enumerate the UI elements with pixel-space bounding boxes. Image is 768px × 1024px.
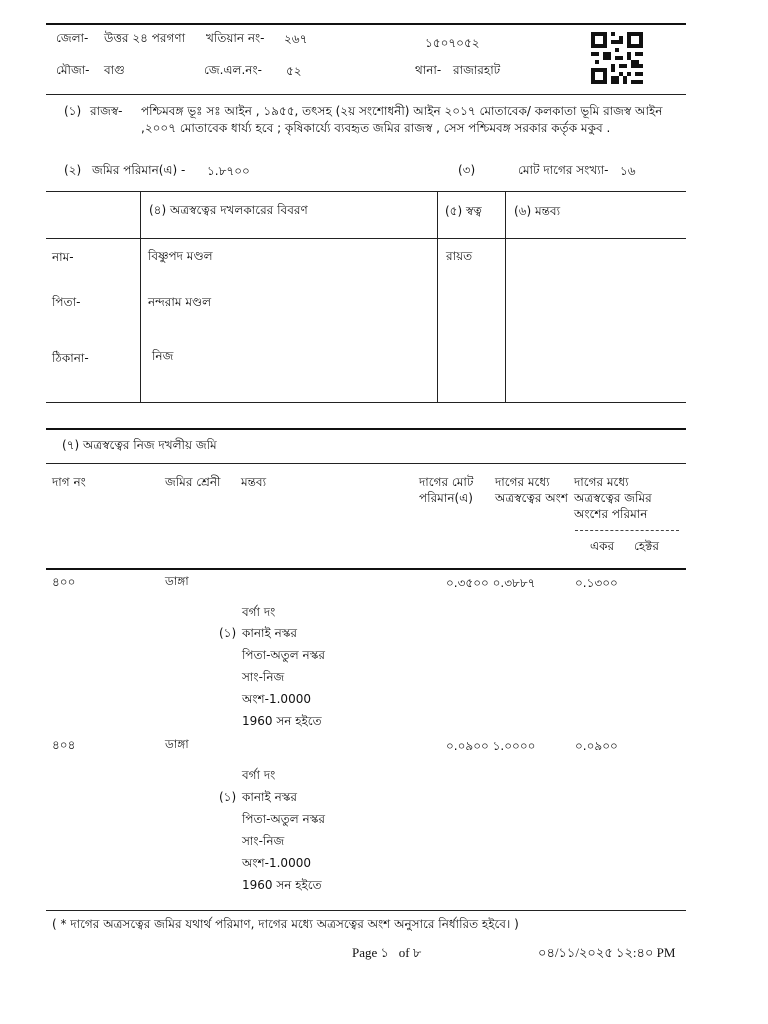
page-word: Page: [352, 945, 378, 960]
owner-name-label: নাম-: [52, 250, 74, 264]
col-share-header-1: দাগের মধ্যে: [495, 475, 550, 489]
page-number: [352, 944, 421, 965]
land-area-value: ১.৮৭০০: [207, 164, 250, 178]
plots-header-bottom: [46, 568, 686, 570]
unit-dashed-line: [575, 530, 679, 531]
mouza-label: মৌজা-: [56, 63, 90, 77]
plot-area: ০.০৯০০: [575, 739, 618, 753]
plots-section-top: [46, 428, 686, 430]
owner-table-header-line: [46, 238, 686, 239]
footnote: ( * দাগের অত্রসত্বের জমির যথার্থ পরিমাণ, দাগের মধ্যে অত্রসত্বের অংশ অনুসারে নির্ধারিত হইবে। ): [52, 917, 519, 931]
plot-class: ডাঙ্গা: [165, 574, 189, 588]
district-label: জেলা-: [56, 31, 89, 45]
col-area-header-1: দাগের মধ্যে: [574, 475, 629, 489]
jl-value: ৫২: [286, 64, 302, 78]
page-total: ৮: [412, 945, 422, 960]
col-share-header-2: অত্রস্বত্বের অংশ: [495, 491, 568, 505]
of-word: of: [398, 945, 410, 960]
owner-father-value: নন্দরাম মণ্ডল: [148, 295, 212, 309]
bargadar-label: বর্গা দং: [242, 768, 276, 782]
revenue-num: (১): [64, 104, 82, 118]
revenue-label: রাজস্ব-: [90, 104, 123, 118]
plots-count-num: (৩): [458, 163, 476, 177]
print-datetime: ০৪/১১/২০২৫ ১২:৪০ PM: [538, 945, 676, 960]
owner-table-vline-3: [505, 191, 506, 402]
unit-hectare: হেক্টর: [634, 539, 660, 553]
footnote-divider: [46, 910, 686, 911]
qr-code-icon: [591, 32, 643, 84]
thana-value: রাজারহাট: [453, 63, 501, 77]
plot-class: ডাঙ্গা: [165, 737, 189, 751]
bargadar-father: পিতা-অতুল নস্কর: [242, 812, 325, 826]
bargadar-father: পিতা-অতুল নস্কর: [242, 648, 325, 662]
plot-area: ০.১৩০০: [575, 576, 618, 590]
bargadar-since: 1960 সন হইতে: [242, 878, 322, 892]
top-border: [46, 23, 686, 25]
plot-dag: ৪০৪: [52, 738, 76, 752]
unit-acre: একর: [590, 539, 615, 553]
bargadar-index: (১): [219, 626, 237, 640]
bargadar-share: অংশ-1.0000: [242, 692, 311, 706]
col-dag-header: দাগ নং: [52, 475, 86, 489]
col-area-header-2: অত্রস্বত্বের জমির: [574, 491, 652, 505]
owner-table-vline-1: [140, 191, 141, 402]
owner-right-value: রায়ত: [446, 249, 473, 263]
bargadar-name: কানাই নস্কর: [242, 790, 297, 804]
bargadar-address: সাং-নিজ: [242, 834, 285, 848]
col6-header: (৬) মন্তব্য: [514, 204, 561, 218]
record-code: ১৫০৭০৫২: [425, 36, 480, 50]
owner-father-label: পিতা-: [52, 295, 81, 309]
bargadar-address: সাং-নিজ: [242, 670, 285, 684]
owner-table-vline-2: [437, 191, 438, 402]
col-total-header-1: দাগের মোট: [419, 475, 474, 489]
jl-label: জে.এল.নং-: [204, 63, 262, 77]
col-class-header: জমির শ্রেনী: [165, 475, 221, 489]
revenue-text: পশ্চিমবঙ্গ ভূঃ সঃ আইন , ১৯৫৫, তৎসহ (২য় সংশোধনী) আইন ২০১৭ মোতাবেক/ কলকাতা ভূমি রাজস্ব আইন ,২০০৭ মোতাবেক ধার্য্য হবে ; কৃষিকার্য্যে ব্যবহৃত জমির রাজস্ব , সেস পশ্চিমবঙ্গ সরকার কর্তৃক মকুব .: [141, 104, 663, 135]
khatian-label: খতিয়ান নং-: [206, 31, 265, 45]
page-current: ১: [380, 945, 389, 960]
bargadar-since: 1960 সন হইতে: [242, 714, 322, 728]
col-remark-header: মন্তব্য: [241, 475, 267, 489]
col5-header: (৫) স্বত্ব: [445, 204, 482, 218]
bargadar-name: কানাই নস্কর: [242, 626, 297, 640]
khatian-value: ২৬৭: [284, 32, 308, 46]
plots-count-value: ১৬: [620, 164, 636, 178]
owner-table-top: [46, 191, 686, 192]
col-total-header-2: পরিমান(এ): [419, 491, 473, 505]
thana-label: থানা-: [415, 63, 442, 77]
bargadar-index: (১): [219, 790, 237, 804]
header-divider: [46, 94, 686, 95]
mouza-value: বাগু: [104, 63, 125, 77]
plot-dag: ৪০০: [52, 575, 76, 589]
district-value: উত্তর ২৪ পরগণা: [104, 31, 186, 45]
owner-table-bottom: [46, 402, 686, 403]
owner-name-value: বিষ্ণুপদ মণ্ডল: [148, 249, 213, 263]
bargadar-label: বর্গা দং: [242, 605, 276, 619]
owner-address-value: নিজ: [152, 349, 174, 363]
plots-count-label: মোট দাগের সংখ্যা-: [518, 163, 609, 177]
plots-section-title: (৭) অত্রস্বত্বের নিজ দখলীয় জমি: [62, 438, 217, 452]
col4-header: (৪) অত্রস্বত্বের দখলকারের বিবরণ: [149, 203, 308, 217]
land-area-label: জমির পরিমান(এ) -: [92, 163, 186, 177]
bargadar-share: অংশ-1.0000: [242, 856, 311, 870]
plots-title-divider: [46, 463, 686, 464]
plot-total-share: ০.০৯০০ ১.০০০০: [446, 739, 536, 753]
land-area-num: (২): [64, 163, 82, 177]
owner-address-label: ঠিকানা-: [52, 351, 89, 365]
plot-total-share: ০.৩৫০০ ০.৩৮৮৭: [446, 576, 536, 590]
col-area-header-3: অংশের পরিমান: [574, 507, 648, 521]
